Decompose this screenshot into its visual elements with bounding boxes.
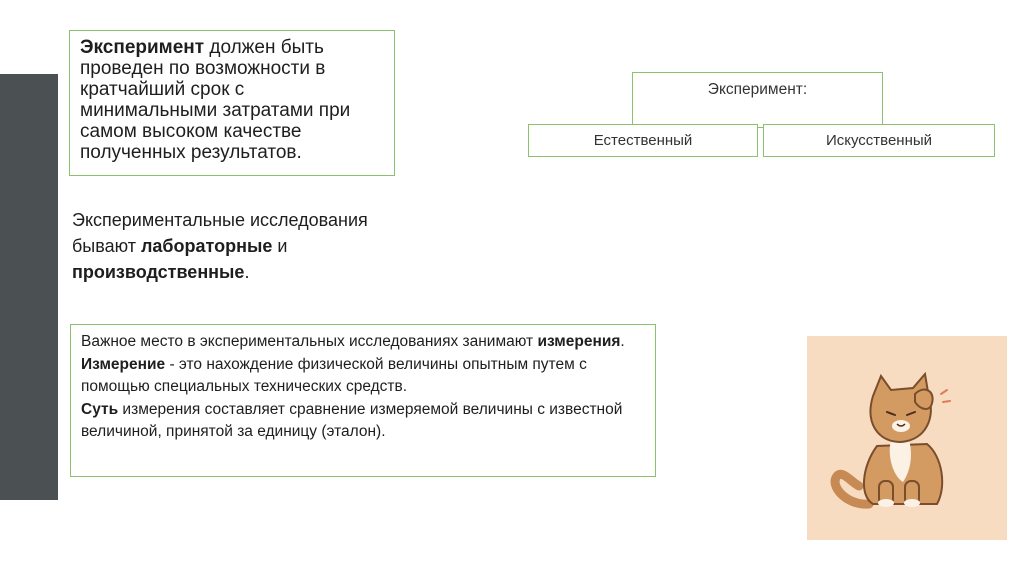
measurement-essence bbox=[81, 399, 645, 444]
essence-text: измерения составляет сравнение измеряемой величины с известной величиной, принятой за единицу (эталон). bbox=[81, 400, 623, 440]
production-term: производственные bbox=[72, 262, 245, 282]
importance-period: . bbox=[620, 333, 625, 350]
diagram-node-natural-label: Естественный bbox=[593, 132, 693, 149]
diagram-root-node bbox=[632, 72, 883, 128]
measurement-importance bbox=[81, 331, 645, 354]
measurement-term: Измерение bbox=[81, 355, 166, 373]
cat-illustration bbox=[807, 336, 1007, 540]
diagram-node-natural bbox=[528, 124, 758, 157]
research-types-period: . bbox=[244, 262, 250, 282]
left-accent-bar bbox=[0, 74, 58, 500]
research-types-paragraph bbox=[72, 207, 412, 285]
measurement-info-box bbox=[70, 324, 656, 477]
diagram-node-artificial bbox=[763, 124, 995, 157]
diagram-root-label: Эксперимент: bbox=[707, 81, 808, 98]
measurement-definition-text: - это нахождение физической величины опытным путем с помощью специальных технических средств. bbox=[81, 355, 587, 395]
experiment-definition-text: должен быть проведен по возможности в кратчайший срок с минимальными затратами при самом высоком качестве полученных результатов. bbox=[80, 37, 351, 163]
experiment-term: Эксперимент bbox=[80, 37, 205, 58]
research-types-text: Экспериментальные исследования бывают bbox=[72, 210, 368, 256]
cat-drawing bbox=[807, 336, 1007, 540]
essence-term: Суть bbox=[81, 400, 119, 418]
lab-term: лабораторные bbox=[140, 236, 273, 256]
measurement-definition bbox=[81, 354, 645, 399]
diagram-node-artificial-label: Искусственный bbox=[825, 132, 933, 149]
measurements-term: измерения bbox=[537, 333, 621, 350]
experiment-definition-box bbox=[69, 30, 395, 176]
research-types-conjunction: и bbox=[272, 236, 288, 256]
importance-text: Важное место в экспериментальных исследованиях занимают bbox=[81, 333, 538, 350]
